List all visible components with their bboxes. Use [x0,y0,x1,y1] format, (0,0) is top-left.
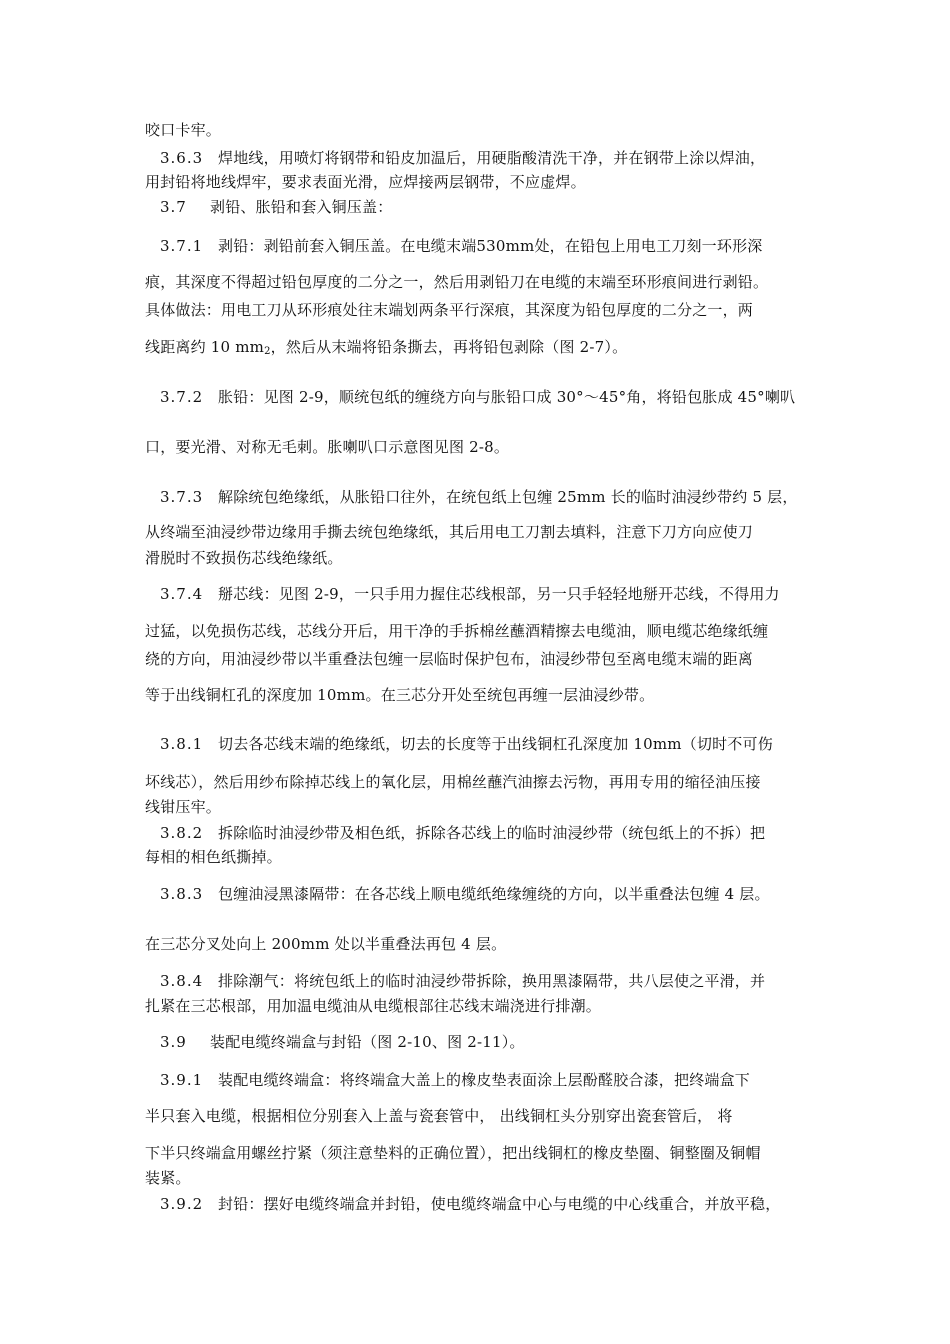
text-line: 装紧。 [145,1169,191,1187]
text-line: 线钳压牢。 [145,798,222,816]
section-number: 3.7.4 [160,585,204,603]
section-number: 3.7.1 [160,237,204,255]
section-number: 3.8.2 [160,824,204,842]
text-line: 每相的相色纸撕掉。 [145,848,282,866]
text-line: 咬口卡牢。 [145,121,222,139]
section-number: 3.8.3 [160,885,204,903]
section-line-3-7-1: 3.7.1 剥铅：剥铅前套入铜压盖。在电缆末端530mm处，在铅包上用电工刀刻一环形深 [160,237,763,255]
text-line: 痕，其深度不得超过铅包厚度的二分之一，然后用剥铅刀在电缆的末端至环形痕间进行剥铅。 [145,273,769,291]
section-line-3-9-1: 3.9.1 装配电缆终端盒：将终端盒大盖上的橡皮垫表面涂上层酚醛胶合漆，把终端盒下 [160,1071,751,1089]
text-line: 等于出线铜杠孔的深度加 10mm。在三芯分开处至统包再缠一层油浸纱带。 [145,686,655,704]
section-number: 3.9 [160,1033,187,1051]
text-line: 从终端至油浸纱带边缘用手撕去统包绝缘纸，其后用电工刀割去填料，注意下刀方向应使刀 [145,523,754,541]
section-line-3-7-2: 3.7.2 胀铅：见图 2-9，顺统包纸的缠绕方向与胀铅口成 30°～45°角，将铅包胀成 45°喇叭 [160,388,796,406]
text-line: 过猛，以免损伤芯线，芯线分开后，用干净的手拆棉丝蘸酒精擦去电缆油，顺电缆芯绝缘纸缠 [145,622,769,640]
text-line: 用封铅将地线焊牢，要求表面光滑，应焊接两层钢带，不应虚焊。 [145,173,586,191]
text-line: 坏线芯），然后用纱布除掉芯线上的氧化层，用棉丝蘸汽油擦去污物，再用专用的缩径油压接 [145,773,761,791]
section-number: 3.8.1 [160,735,204,753]
text-line: 在三芯分叉处向上 200mm 处以半重叠法再包 4 层。 [145,935,507,953]
section-number: 3.9.1 [160,1071,204,1089]
text-line: 下半只终端盒用螺丝拧紧（须注意垫料的正确位置），把出线铜杠的橡皮垫圈、铜整圈及铜帽 [145,1144,761,1162]
text-line: 滑脱时不致损伤芯线绝缘纸。 [145,549,343,567]
section-line-3-9-2: 3.9.2 封铅：摆好电缆终端盒并封铅，使电缆终端盒中心与电缆的中心线重合，并放平稳， [160,1195,781,1213]
section-line-3-7-3: 3.7.3 解除统包绝缘纸，从胀铅口往外，在统包纸上包缠 25mm 长的临时油浸纱带约 5 层， [160,488,798,506]
section-line-3-8-3: 3.8.3 包缠油浸黑漆隔带：在各芯线上顺电缆纸绝缘缠绕的方向，以半重叠法包缠 4 层。 [160,885,770,903]
section-number: 3.9.2 [160,1195,204,1213]
section-number: 3.6.3 [160,149,204,167]
section-line-3-8-1: 3.8.1 切去各芯线末端的绝缘纸，切去的长度等于出线铜杠孔深度加 10mm（切时不可伤 [160,735,773,753]
text-line: 半只套入电缆，根据相位分别套入上盖与瓷套管中， 出线铜杠头分别穿出瓷套管后， 将 [145,1107,733,1125]
text-line: 口，要光滑、对称无毛刺。胀喇叭口示意图见图 2-8。 [145,438,510,456]
section-line-3-6-3: 3.6.3 焊地线，用喷灯将钢带和铅皮加温后，用硬脂酸清洗干净，并在钢带上涂以焊油， [160,149,766,167]
section-line-3-7-4: 3.7.4 掰芯线：见图 2-9，一只手用力握住芯线根部，另一只手轻轻地掰开芯线，不得用力 [160,585,780,603]
section-number: 3.8.4 [160,972,204,990]
text-line: 扎紧在三芯根部，用加温电缆油从电缆根部往芯线末端浇进行排潮。 [145,997,602,1015]
section-heading-3-9: 3.9 装配电缆终端盒与封铅（图 2-10、图 2-11）。 [160,1033,525,1051]
text-line: 线距离约 10 $mm_2$，然后从末端将铅条撕去，再将铅包剥除（图 2-7）。 [145,338,628,357]
section-number: 3.7.3 [160,488,204,506]
text-line: 绕的方向，用油浸纱带以半重叠法包缠一层临时保护包布，油浸纱带包至离电缆末端的距离 [145,650,754,668]
section-line-3-8-2: 3.8.2 拆除临时油浸纱带及相色纸，拆除各芯线上的临时油浸纱带（统包纸上的不拆）把 [160,824,766,842]
text-line: 具体做法：用电工刀从环形痕处往末端划两条平行深痕，其深度为铅包厚度的二分之一，两 [145,301,754,319]
section-line-3-8-4: 3.8.4 排除潮气：将统包纸上的临时油浸纱带拆除，换用黑漆隔带，共八层使之平滑，并 [160,972,766,990]
section-number: 3.7.2 [160,388,204,406]
section-number: 3.7 [160,198,187,216]
section-heading-3-7: 3.7 剥铅、胀铅和套入铜压盖： [160,198,393,216]
